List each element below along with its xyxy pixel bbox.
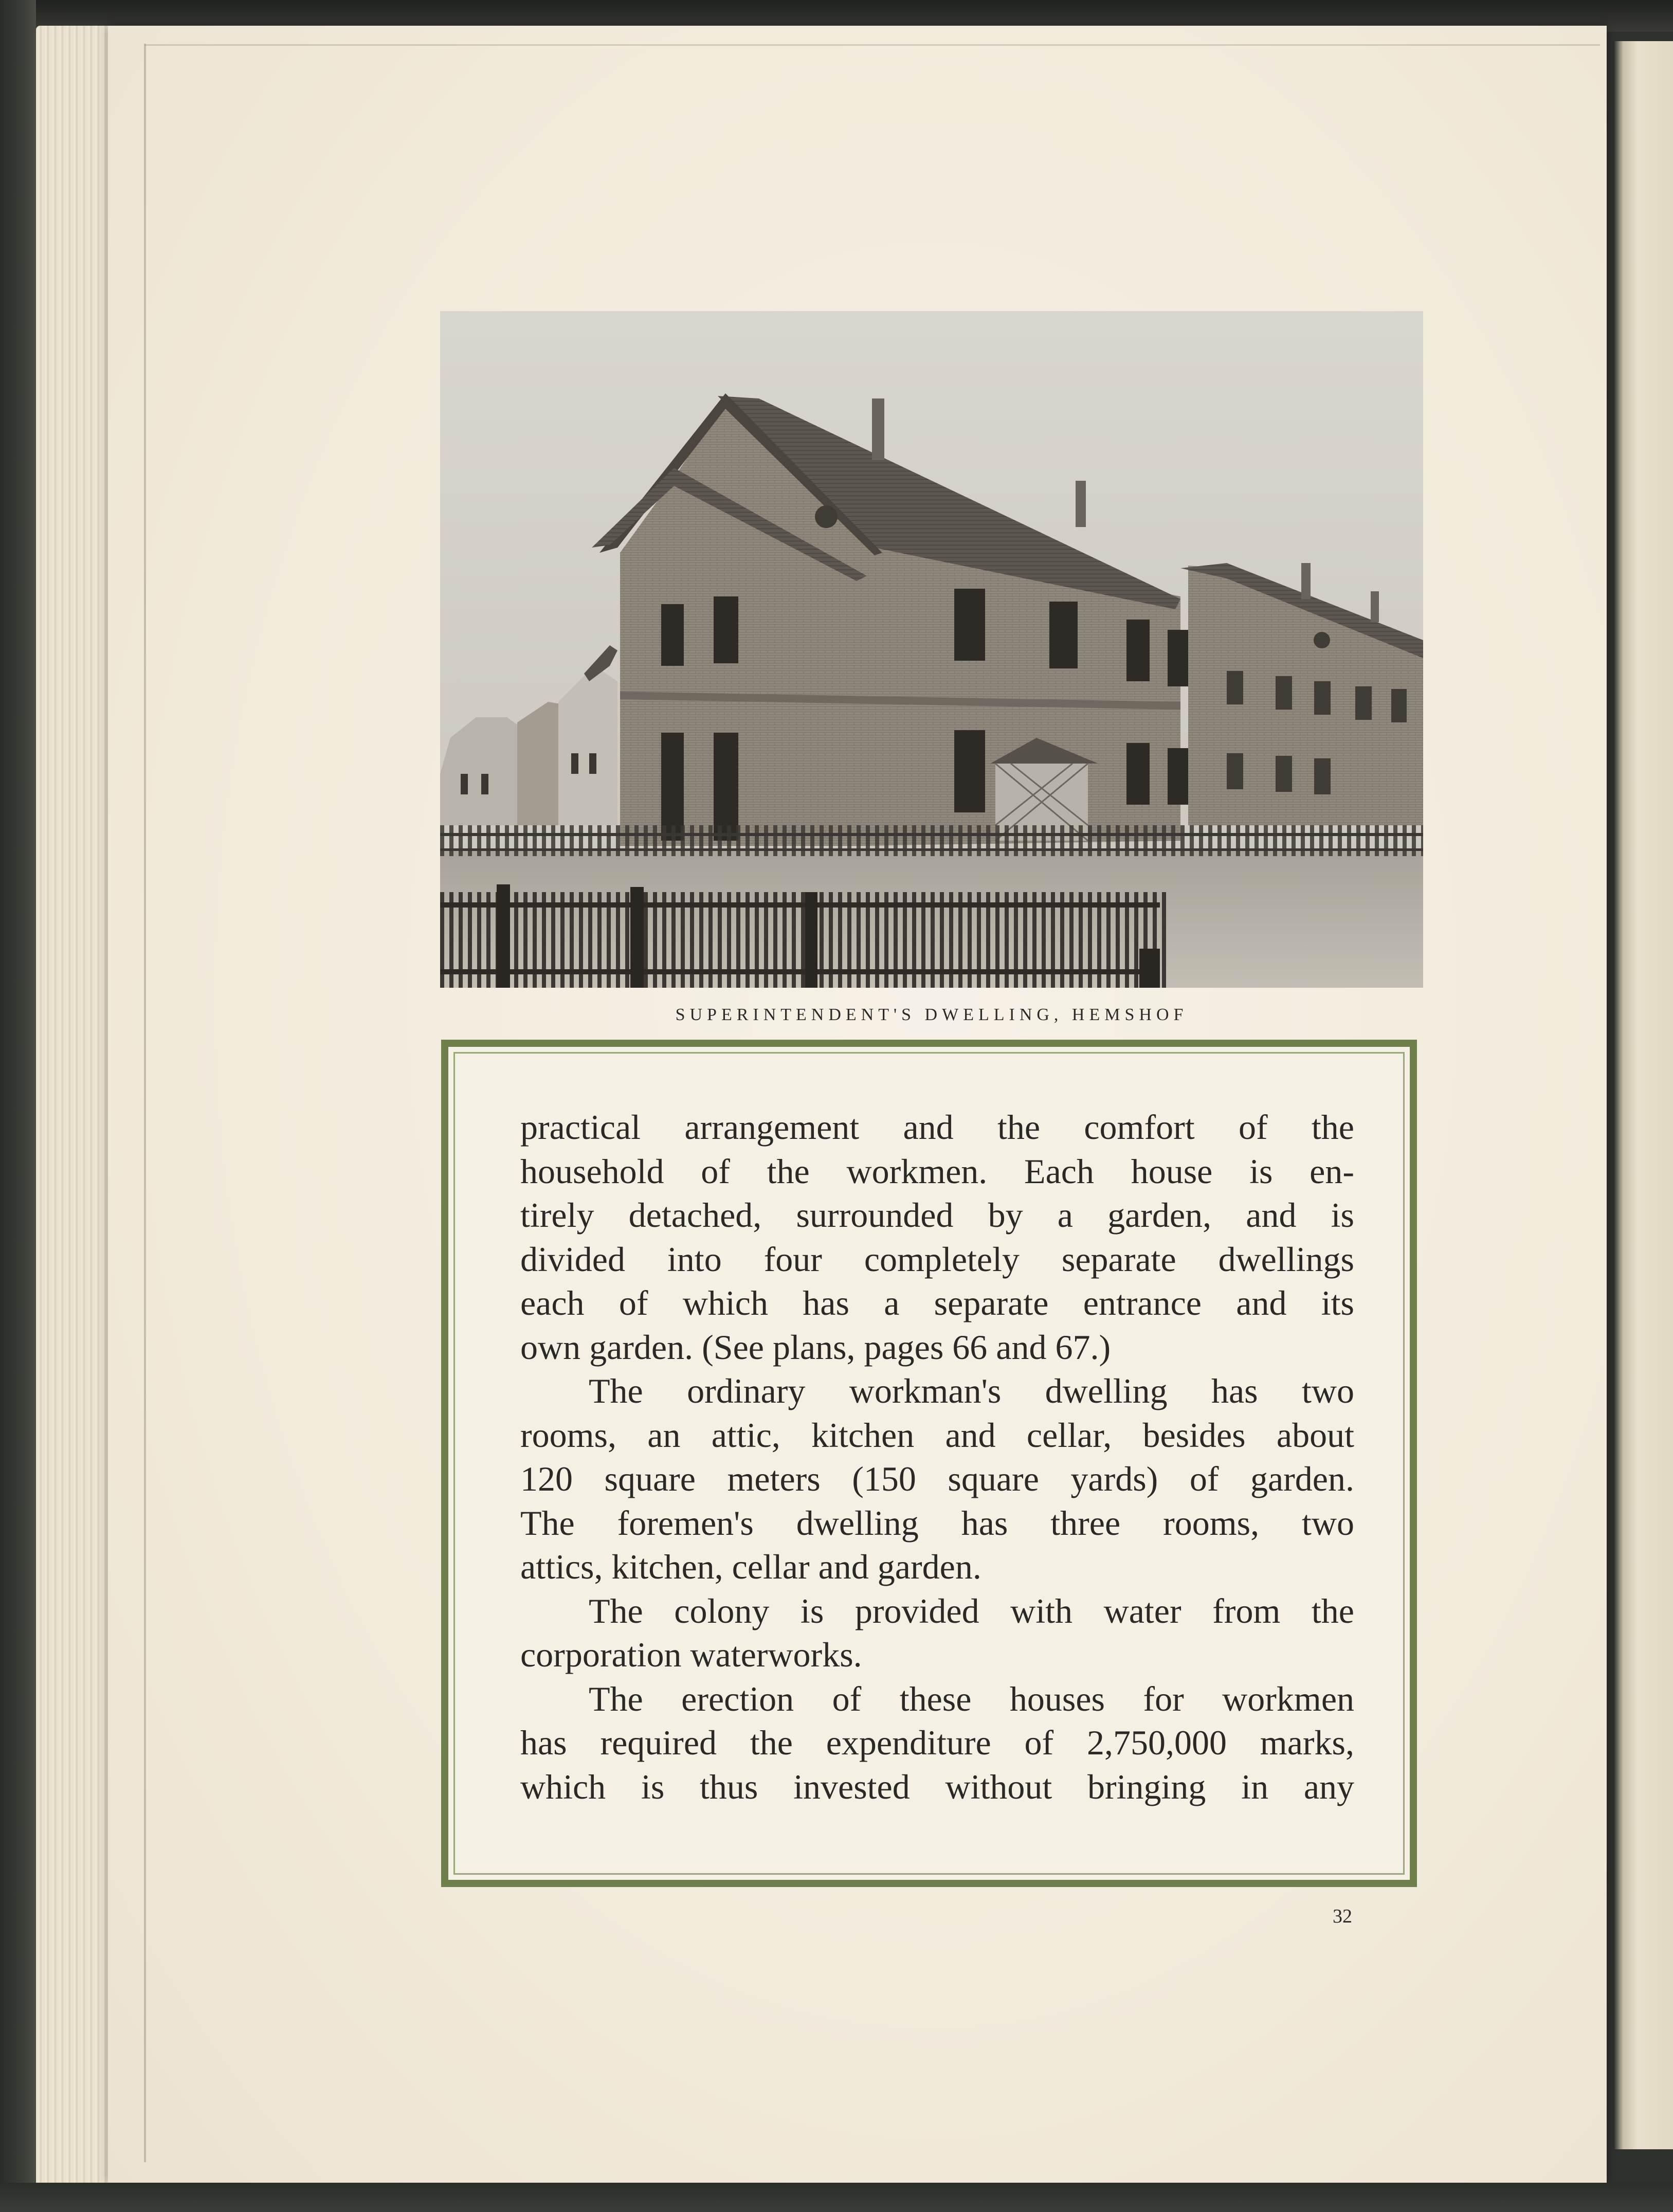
text-line: each of which has a separate entrance and its	[520, 1283, 1354, 1322]
facing-page-edge	[1614, 41, 1673, 2149]
photo-caption: SUPERINTENDENT'S DWELLING, HEMSHOF	[675, 1005, 1188, 1024]
text-line: The ordinary workman's dwelling has two	[589, 1371, 1354, 1410]
text-line: The foremen's dwelling has three rooms, two	[520, 1503, 1354, 1543]
body-text	[520, 1105, 1354, 1809]
text-line: own garden. (See plans, pages 66 and 67.)	[520, 1327, 1111, 1367]
book-cover-left	[0, 0, 36, 2212]
text-line: 120 square meters (150 square yards) of garden.	[520, 1459, 1354, 1498]
book-cover-bottom	[0, 2183, 1673, 2212]
text-line: has required the expenditure of 2,750,000 marks,	[520, 1723, 1354, 1762]
page-margin-line	[144, 44, 146, 2162]
text-line: The colony is provided with water from the	[589, 1591, 1354, 1630]
text-line: tirely detached, surrounded by a garden, and is	[520, 1195, 1354, 1235]
text-line: which is thus invested without bringing in any	[520, 1767, 1354, 1806]
text-line: practical arrangement and the comfort of the	[520, 1108, 1354, 1147]
page-number: 32	[1333, 1906, 1352, 1927]
text-line: The erection of these houses for workmen	[589, 1679, 1354, 1718]
text-line: household of the workmen. Each house is en-	[520, 1151, 1354, 1191]
text-line: divided into four completely separate dwellings	[520, 1239, 1354, 1279]
page-top-line	[145, 44, 1600, 46]
text-line: attics, kitchen, cellar and garden.	[520, 1547, 981, 1586]
house-photograph-drawing	[440, 311, 1423, 988]
house-photograph	[440, 311, 1423, 988]
text-line: corporation waterworks.	[520, 1635, 862, 1674]
text-line: rooms, an attic, kitchen and cellar, besides about	[520, 1415, 1354, 1455]
